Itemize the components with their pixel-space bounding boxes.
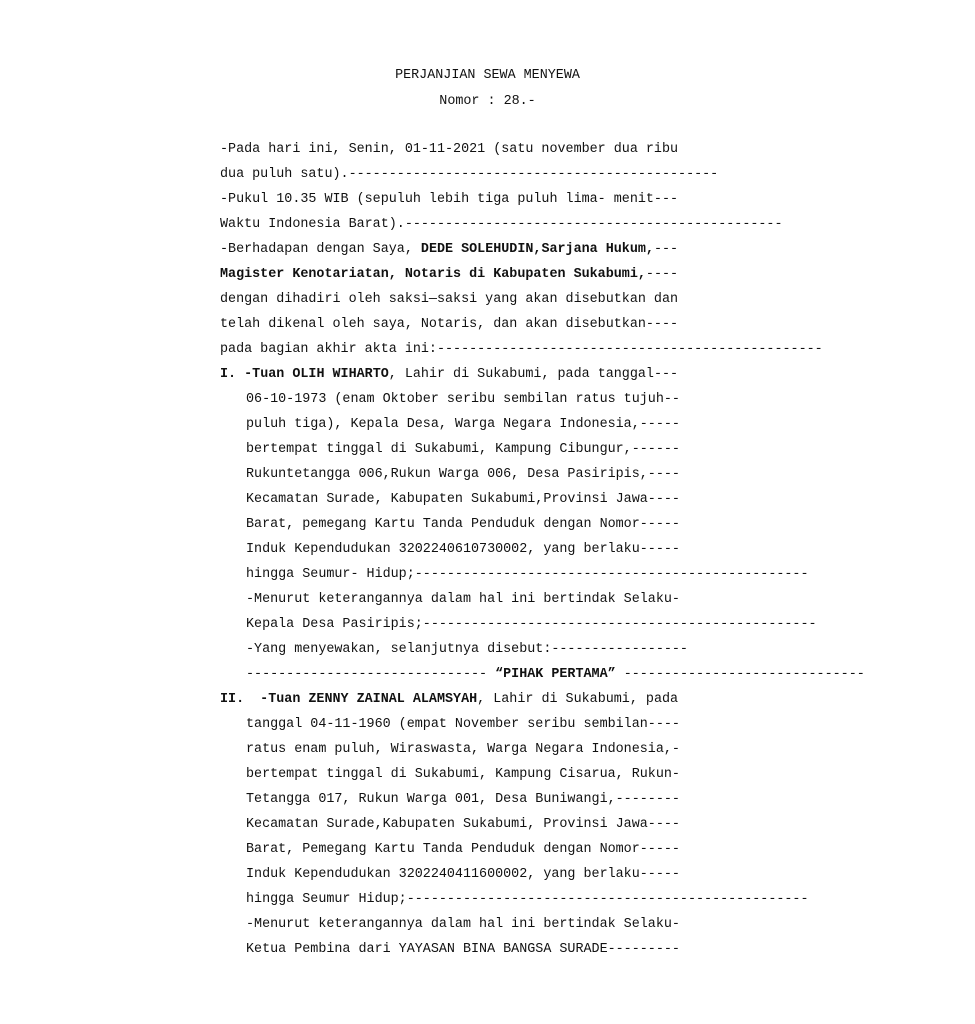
text-line: pada bagian akhir akta ini:------------------------------------------------ <box>220 342 823 357</box>
text-line: tanggal 04-11-1960 (empat November seribu sembilan---- <box>246 717 680 732</box>
document-title: PERJANJIAN SEWA MENYEWA <box>395 68 580 83</box>
party-marker: II. - <box>220 692 269 707</box>
text-line: Induk Kependudukan 3202240411600002, yang berlaku----- <box>246 867 680 882</box>
text-line: -Pukul 10.35 WIB (sepuluh lebih tiga puluh lima- menit--- <box>220 192 679 207</box>
party-one-line <box>220 367 678 382</box>
text-line: bertempat tinggal di Sukabumi, Kampung Cibungur,------ <box>246 442 680 457</box>
text-line: Waktu Indonesia Barat).----------------------------------------------- <box>220 217 783 232</box>
pihak-pertama-label: “PIHAK PERTAMA” <box>495 667 616 682</box>
text-line: Ketua Pembina dari YAYASAN BINA BANGSA SURADE--------- <box>246 942 680 957</box>
text-line: Induk Kependudukan 3202240610730002, yang berlaku----- <box>246 542 680 557</box>
text-line: puluh tiga), Kepala Desa, Warga Negara Indonesia,----- <box>246 417 680 432</box>
party-two-name: Tuan ZENNY ZAINAL ALAMSYAH <box>268 692 478 707</box>
text-line: ratus enam puluh, Wiraswasta, Warga Negara Indonesia,- <box>246 742 680 757</box>
party-two-line <box>220 692 678 707</box>
document-number: Nomor : 28.- <box>439 94 536 109</box>
text-line: -Yang menyewakan, selanjutnya disebut:----------------- <box>246 642 688 657</box>
text-line: dua puluh satu).---------------------------------------------- <box>220 167 719 182</box>
text-line: hingga Seumur- Hidup;------------------------------------------------- <box>246 567 809 582</box>
text-segment: ------------------------------ <box>615 667 865 682</box>
text-line <box>220 242 678 257</box>
text-segment: ------------------------------ <box>246 667 496 682</box>
text-segment: -Berhadapan dengan Saya, <box>220 242 421 257</box>
text-line: Barat, pemegang Kartu Tanda Penduduk dengan Nomor----- <box>246 517 680 532</box>
party-marker: I. - <box>220 367 253 382</box>
text-line: dengan dihadiri oleh saksi—saksi yang akan disebutkan dan <box>220 292 679 307</box>
text-line: 06-10-1973 (enam Oktober seribu sembilan ratus tujuh-- <box>246 392 680 407</box>
text-line: Kecamatan Surade,Kabupaten Sukabumi, Provinsi Jawa---- <box>246 817 680 832</box>
text-line: Barat, Pemegang Kartu Tanda Penduduk dengan Nomor----- <box>246 842 680 857</box>
pihak-pertama-line <box>246 667 865 682</box>
text-line: Rukuntetangga 006,Rukun Warga 006, Desa Pasiripis,---- <box>246 467 680 482</box>
text-line: Kepala Desa Pasiripis;------------------------------------------------- <box>246 617 817 632</box>
text-segment: --- <box>653 242 679 257</box>
notary-title: Magister Kenotariatan, Notaris di Kabupaten Sukabumi, <box>220 267 646 282</box>
party-one-name: Tuan OLIH WIHARTO <box>252 367 389 382</box>
text-segment: ---- <box>645 267 679 282</box>
text-line: bertempat tinggal di Sukabumi, Kampung Cisarua, Rukun- <box>246 767 680 782</box>
text-line: Tetangga 017, Rukun Warga 001, Desa Buniwangi,-------- <box>246 792 680 807</box>
text-line: telah dikenal oleh saya, Notaris, dan akan disebutkan---- <box>220 317 679 332</box>
notary-name: DEDE SOLEHUDIN,Sarjana Hukum, <box>420 242 654 257</box>
text-line: Kecamatan Surade, Kabupaten Sukabumi,Provinsi Jawa---- <box>246 492 680 507</box>
text-line: -Menurut keterangannya dalam hal ini bertindak Selaku- <box>246 592 680 607</box>
text-segment: , Lahir di Sukabumi, pada <box>477 692 679 707</box>
text-segment: , Lahir di Sukabumi, pada tanggal--- <box>388 367 679 382</box>
text-line: hingga Seumur Hidup;-------------------------------------------------- <box>246 892 809 907</box>
text-line: -Pada hari ini, Senin, 01-11-2021 (satu november dua ribu <box>220 142 679 157</box>
text-line: -Menurut keterangannya dalam hal ini bertindak Selaku- <box>246 917 680 932</box>
text-line <box>220 267 678 282</box>
